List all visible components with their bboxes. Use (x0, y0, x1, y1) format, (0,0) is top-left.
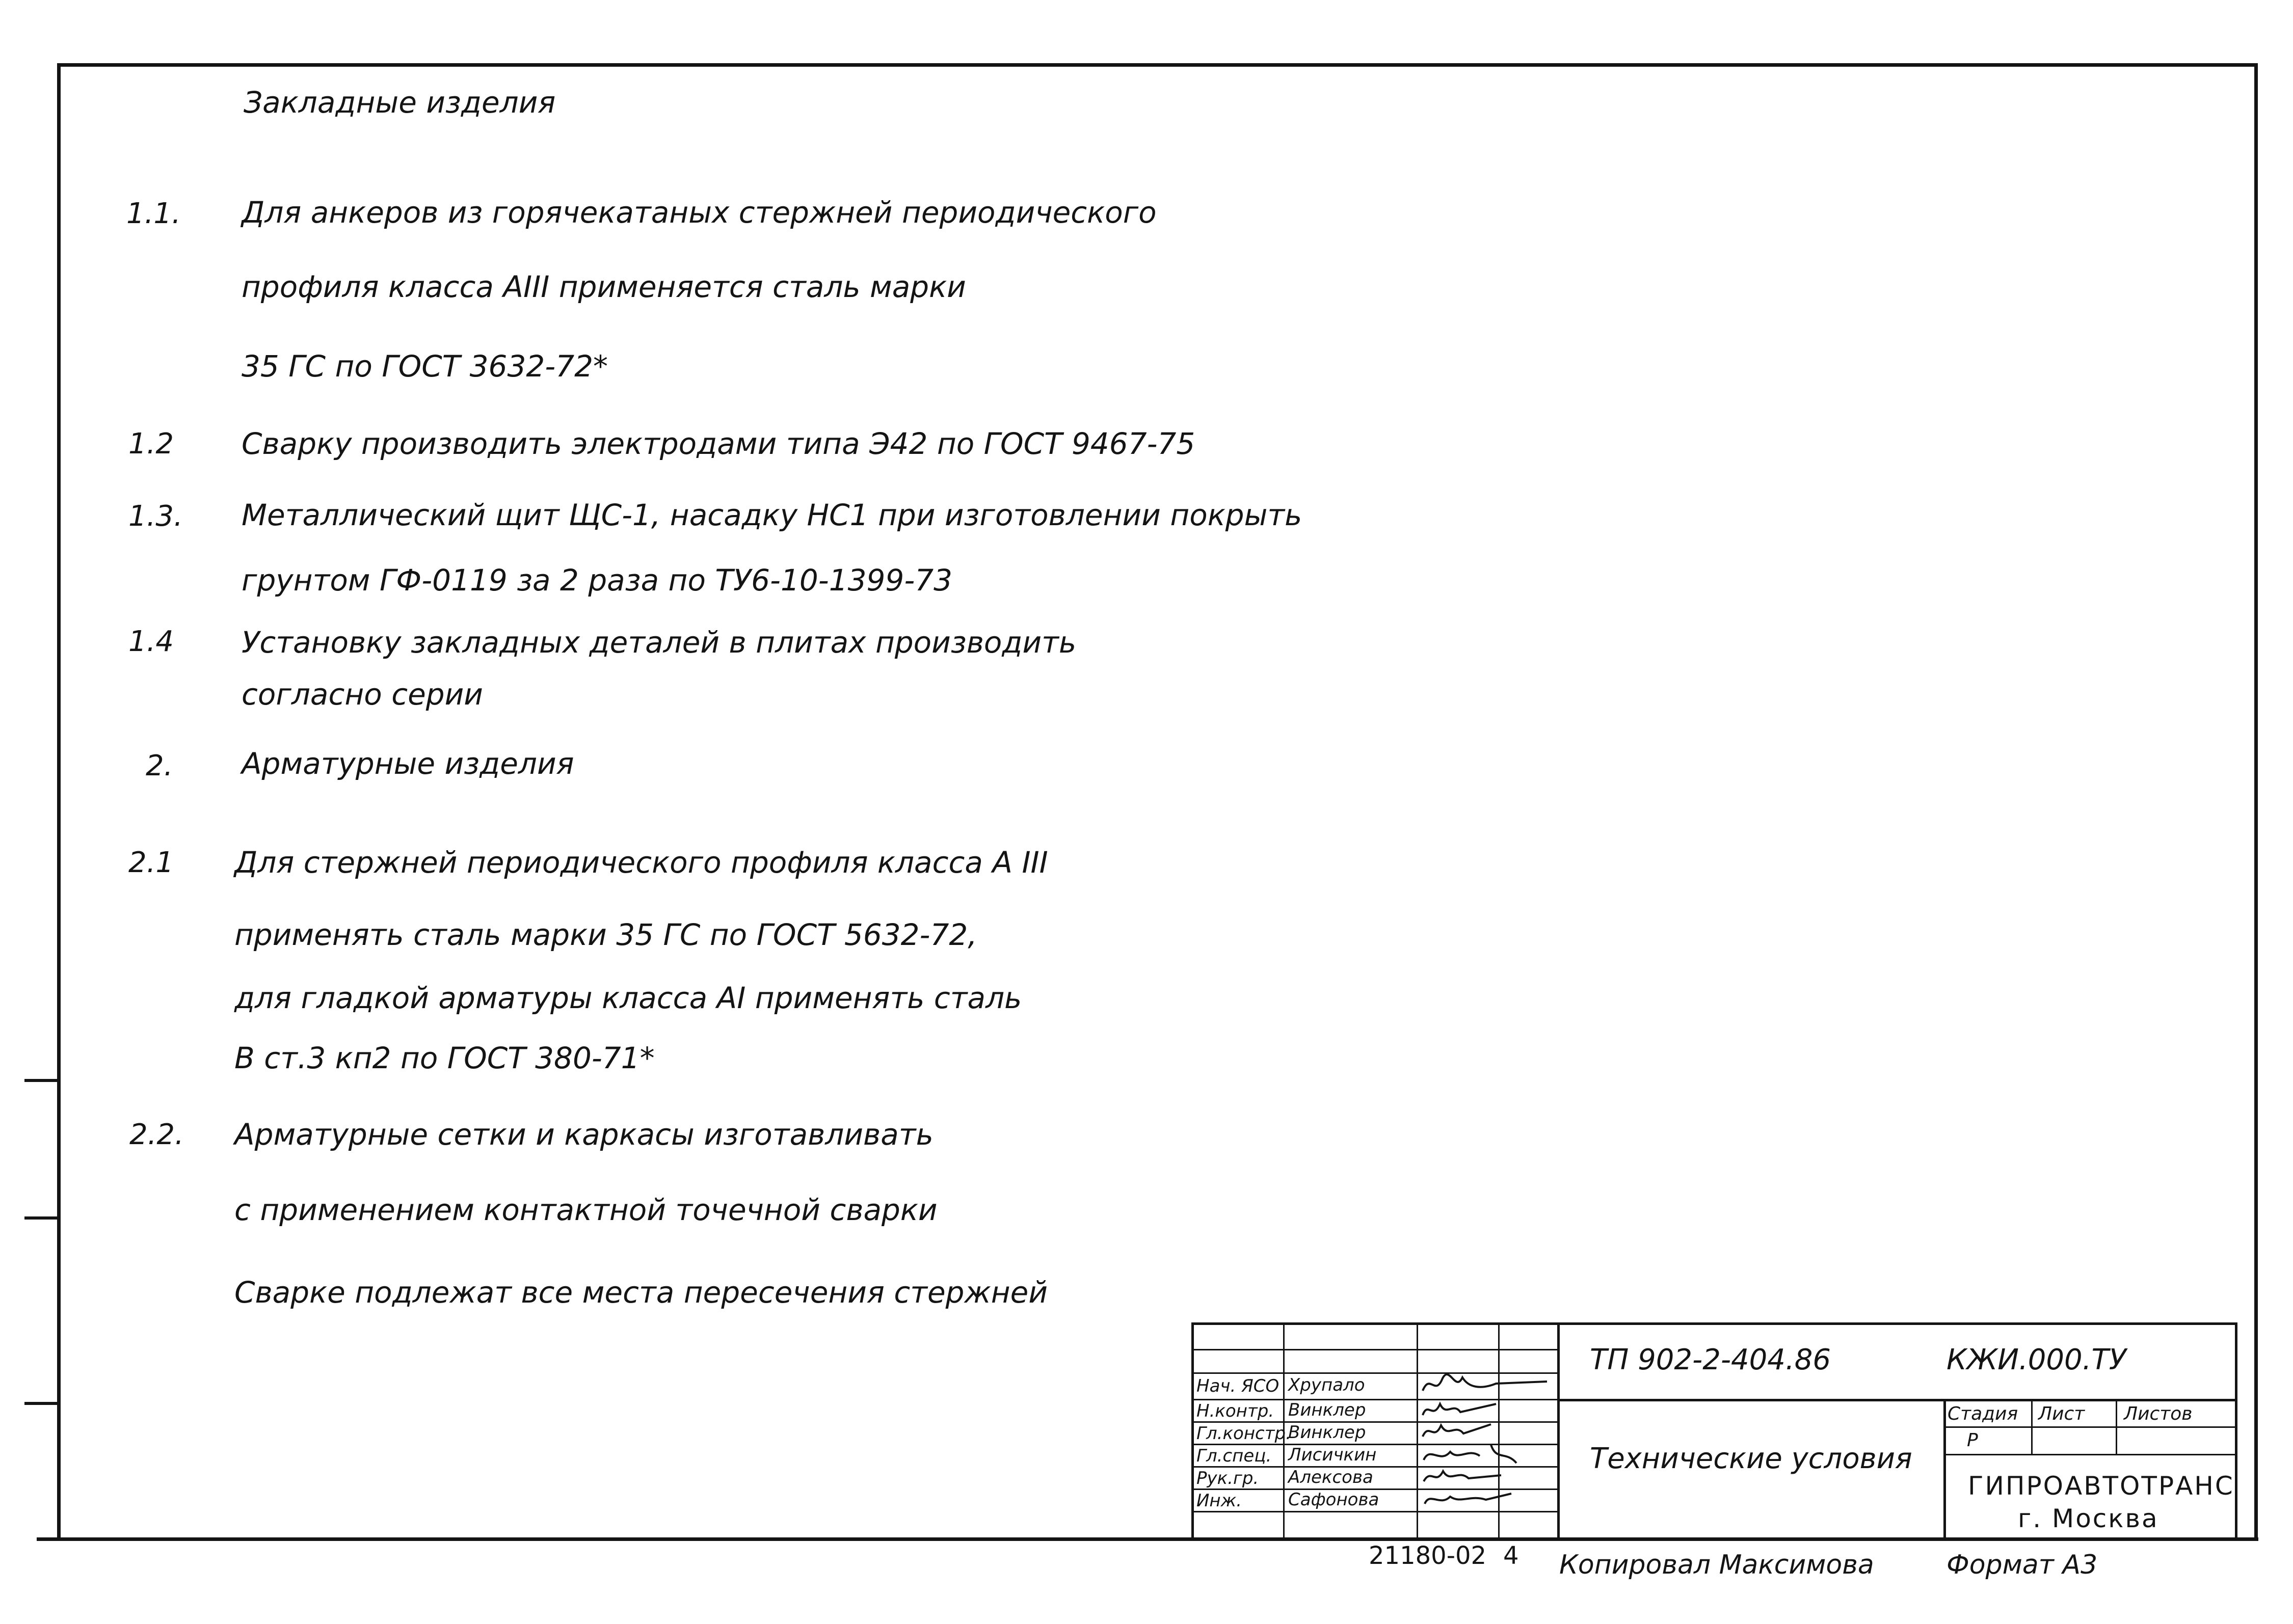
signature-role: Инж. (1196, 1491, 1242, 1511)
binding-margin-tick (24, 1402, 59, 1405)
title-block-line (1192, 1349, 1558, 1350)
stage-value: Р (1967, 1430, 1978, 1451)
signature-role: Рук.гр. (1196, 1468, 1259, 1488)
title-block-line (1943, 1426, 2236, 1428)
signature-name: Алексова (1288, 1467, 1373, 1487)
signature-name: Винклер (1288, 1422, 1366, 1443)
document-title: Технические условия (1590, 1442, 1912, 1475)
signature-name: Винклер (1288, 1400, 1366, 1420)
note-line: Установку закладных деталей в плитах производить (242, 625, 1077, 660)
title-block-line (1943, 1399, 1946, 1538)
title-block-line (2116, 1399, 2117, 1454)
note-line: для гладкой арматуры класса АI применять сталь (234, 981, 1022, 1015)
title-block-border (1192, 1322, 2237, 1325)
document-code: ТП 902-2-404.86 (1590, 1343, 1831, 1376)
signature-role: Нач. ЯСО (1196, 1376, 1279, 1396)
note-line: 35 ГС по ГОСТ 3632-72* (242, 349, 608, 384)
sheet-frame-right (2254, 63, 2258, 1540)
item-number: 2.1 (128, 846, 174, 879)
binding-margin-tick (24, 1079, 59, 1082)
note-line: Сварку производить электродами типа Э42 по ГОСТ 9467-75 (242, 426, 1195, 461)
title-block-line (2031, 1399, 2033, 1454)
signature-name: Лисичкин (1288, 1445, 1377, 1465)
sheet-frame-top (57, 63, 2257, 67)
title-block-line (1557, 1399, 2236, 1401)
stage-label: Стадия (1948, 1403, 2018, 1424)
note-line: Сварке подлежат все места пересечения стержней (234, 1275, 1048, 1310)
organization-name: ГИПРОАВТОТРАНС (1968, 1471, 2234, 1501)
signature-role: Н.контр. (1196, 1401, 1274, 1421)
sheet-frame-left (57, 63, 61, 1540)
item-number: 1.3. (128, 500, 183, 533)
note-line: с применением контактной точечной сварки (234, 1193, 938, 1227)
note-line: грунтом ГФ-0119 за 2 раза по ТУ6-10-1399-73 (242, 563, 953, 598)
signature-role: Гл.спец. (1196, 1446, 1272, 1466)
note-line: Металлический щит ЩС-1, насадку НС1 при изготовлении покрыть (242, 498, 1302, 532)
section-heading: Арматурные изделия (242, 746, 574, 781)
sheet-label: Лист (2038, 1403, 2085, 1424)
sheet-format: Формат А3 (1947, 1550, 2098, 1580)
note-line: Для стержней периодического профиля класса А III (234, 845, 1048, 880)
note-line: Арматурные сетки и каркасы изготавливать (234, 1117, 934, 1152)
title-block-border (1191, 1322, 1194, 1538)
title-block-line (1943, 1454, 2236, 1455)
sheets-label: Листов (2124, 1403, 2193, 1424)
document-mark: КЖИ.000.ТУ (1947, 1343, 2126, 1376)
title-block-border (2235, 1322, 2237, 1538)
item-number: 1.4 (128, 625, 174, 658)
item-number: 1.2 (128, 427, 174, 461)
signature-name: Хрупало (1288, 1375, 1365, 1395)
title-block-line (1557, 1322, 1560, 1538)
note-line: В ст.3 кп2 по ГОСТ 380-71* (234, 1041, 655, 1075)
signature-scribble (1420, 1486, 1522, 1512)
sheet-frame-bottom (37, 1537, 2258, 1541)
signature-role: Гл.констр. (1196, 1423, 1291, 1444)
note-line: Для анкеров из горячекатаных стержней периодического (242, 195, 1157, 230)
title-block-line (1417, 1322, 1418, 1538)
item-number: 2.2. (129, 1118, 184, 1151)
binding-margin-tick (24, 1216, 59, 1220)
note-line: профиля класса АIII применяется сталь марки (242, 269, 966, 304)
signature-scribble (1420, 1463, 1522, 1490)
item-number: 2. (146, 749, 173, 782)
signature-scribble (1420, 1370, 1552, 1399)
copied-by: Копировал Максимова (1559, 1550, 1874, 1580)
item-number: 1.1. (126, 197, 181, 230)
organization-city: г. Москва (2018, 1504, 2159, 1533)
note-line: применять сталь марки 35 ГС по ГОСТ 5632-72, (234, 917, 977, 952)
notes-heading: Закладные изделия (244, 85, 556, 120)
note-line: согласно серии (242, 677, 483, 712)
inventory-number: 21180-02 (1369, 1541, 1487, 1570)
signature-name: Сафонова (1288, 1490, 1379, 1510)
page-number: 4 (1503, 1541, 1519, 1570)
